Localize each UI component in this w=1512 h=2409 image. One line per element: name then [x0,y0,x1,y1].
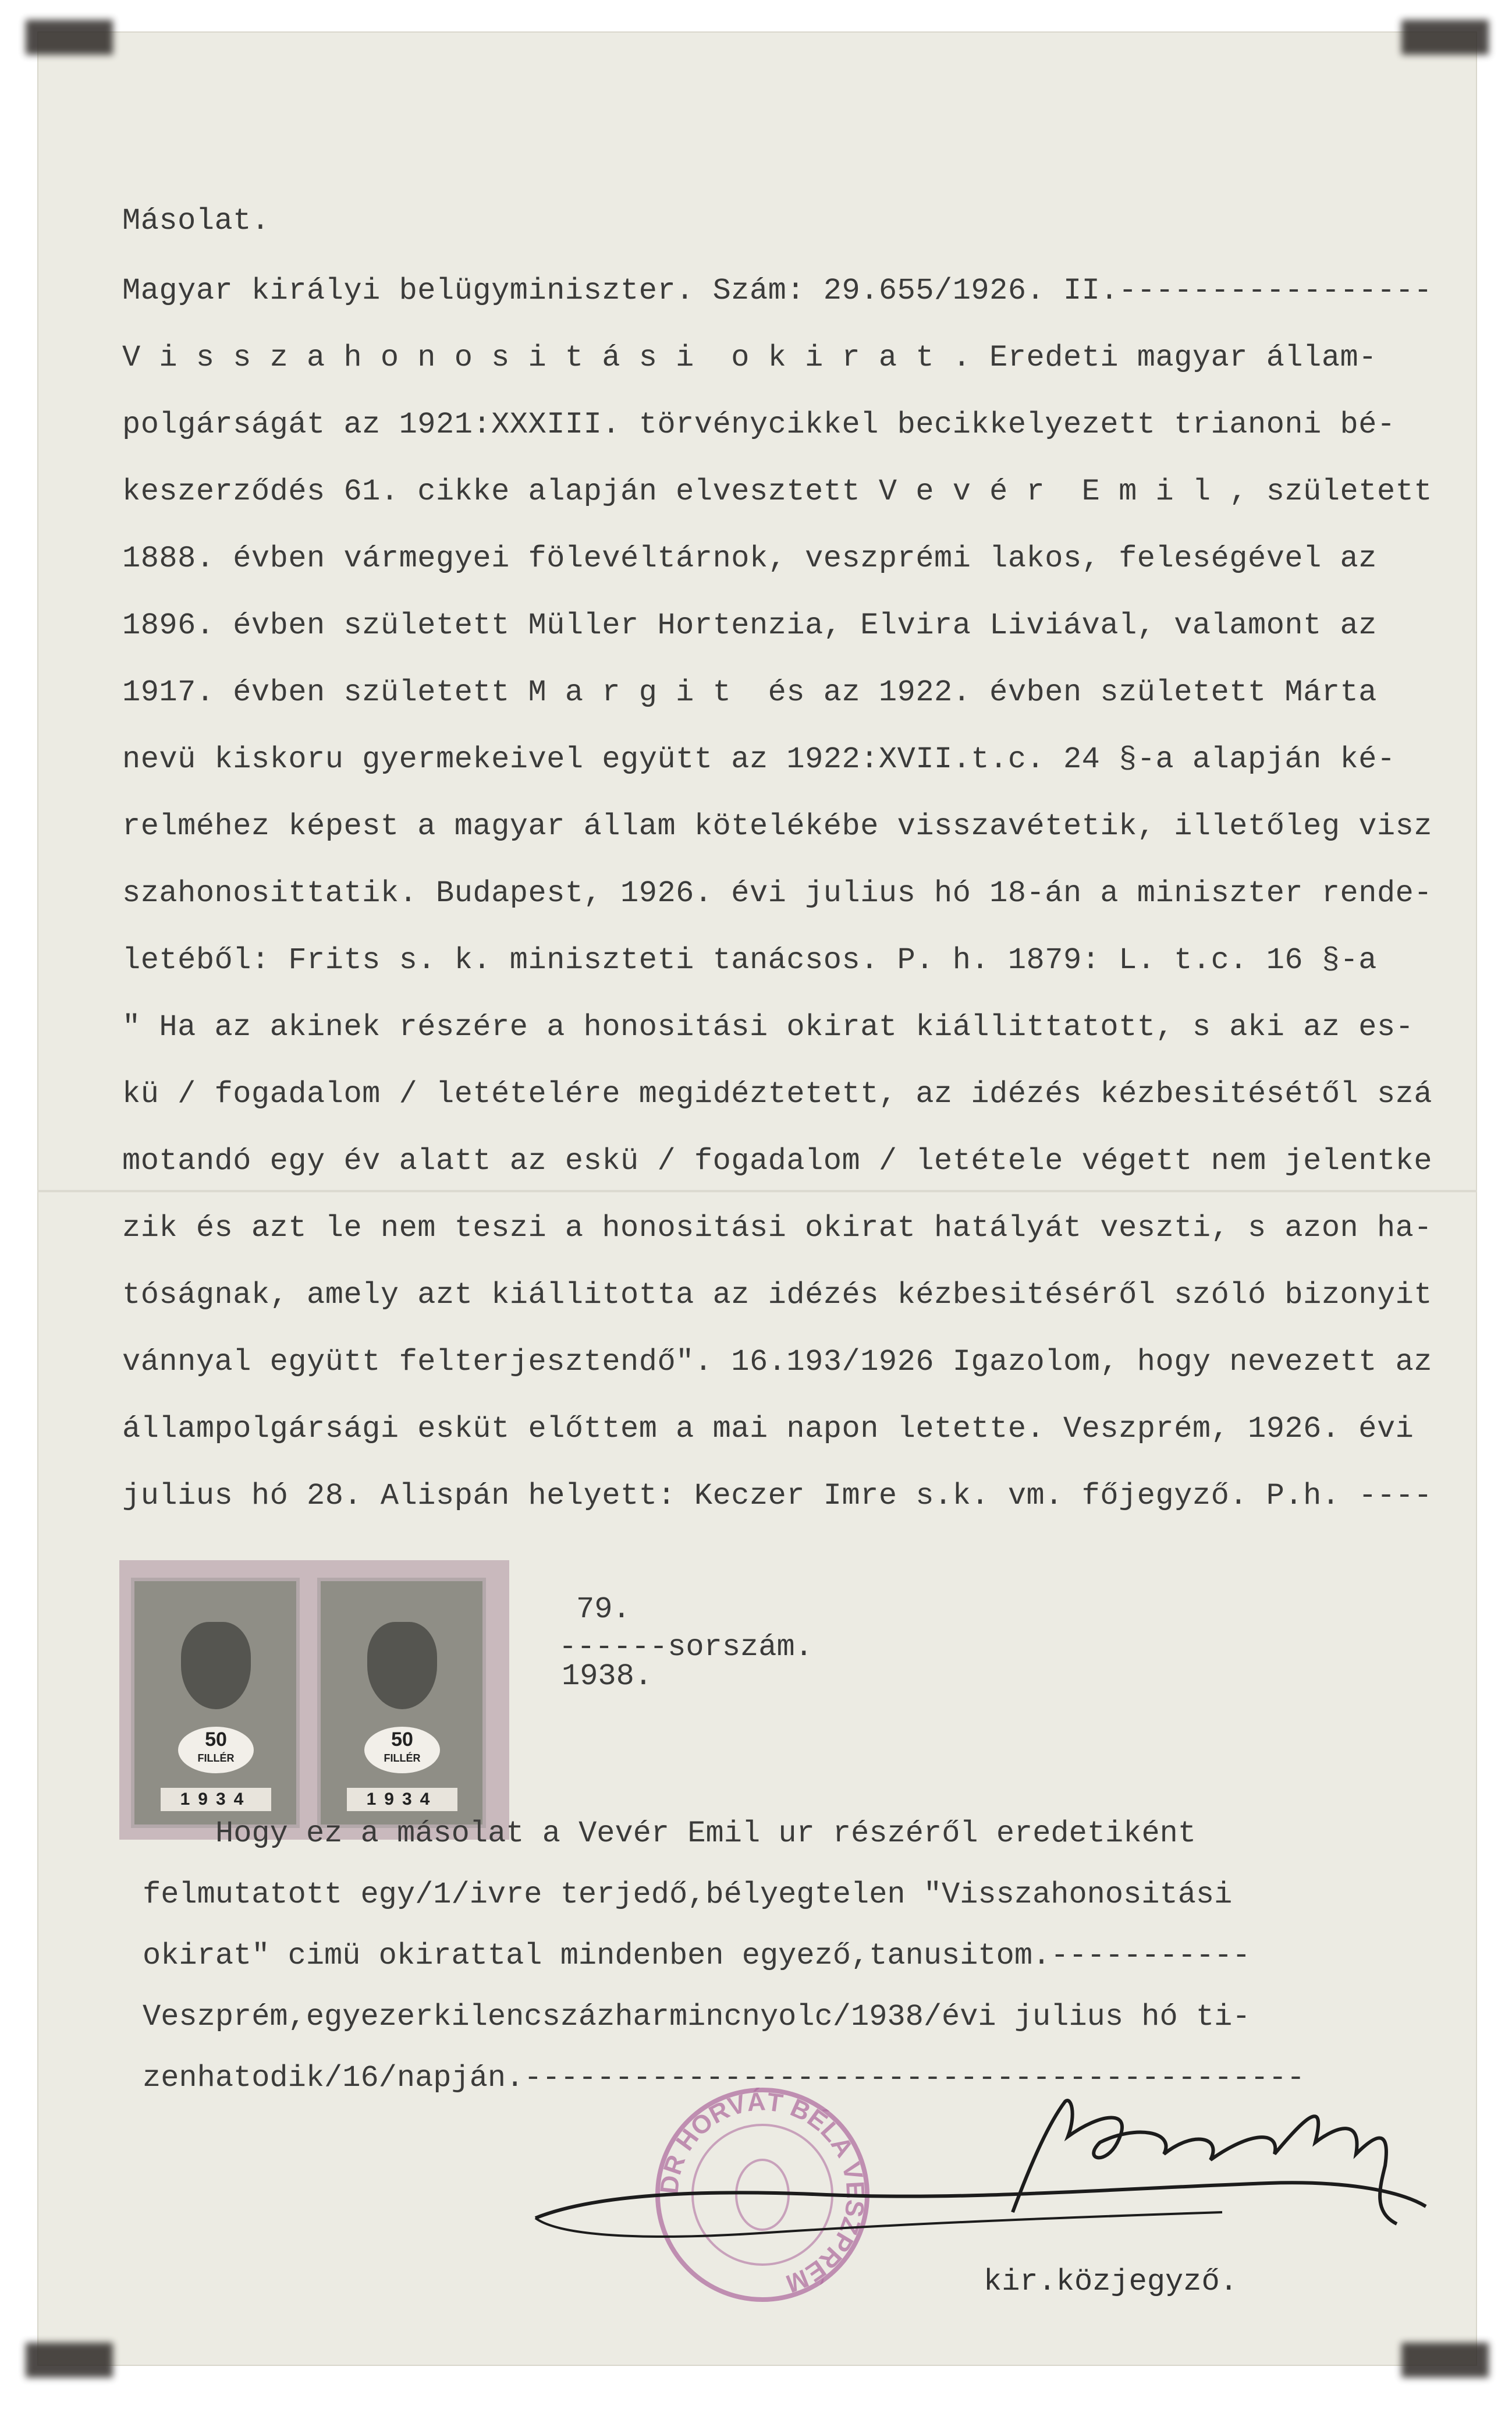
sorszam-year: 1938. [562,1659,653,1694]
text-line: polgárságát az 1921:XXXIII. törvénycikkel becikkelyezett trianoni bé- [122,408,1396,442]
text-line: zik és azt le nem teszi a honositási okirat hatályát veszti, s azon ha- [122,1211,1433,1245]
paper-fold [37,1190,1477,1192]
text-line: 1888. évben vármegyei fölevéltárnok, veszprémi lakos, feleségével az [122,541,1377,576]
text-line: Magyar királyi belügyminiszter. Szám: 29.655/1926. II.----------------- [122,274,1433,308]
cert-line: felmutatott egy/1/ivre terjedő,bélyegtelen "Visszahonositási [143,1877,1233,1912]
revenue-stamp [317,1578,486,1828]
revenue-stamp [131,1578,300,1828]
text-line: motandó egy év alatt az eskü / fogadalom / letétele végett nem jelentke [122,1144,1433,1178]
text-line: tóságnak, amely azt kiállitotta az idézés kézbesitéséről szóló bizonyit [122,1278,1433,1312]
signatory-title: kir.közjegyző. [984,2265,1238,2299]
text-line: állampolgársági esküt előttem a mai napon letette. Veszprém, 1926. évi [122,1412,1414,1446]
cert-line: Hogy ez a másolat a Vevér Emil ur részéről eredetiként [215,1816,1197,1851]
text-line: nevü kiskoru gyermekeivel együtt az 1922:XVII.t.c. 24 §-a alapján ké- [122,742,1396,777]
sorszam-number: 79. [576,1592,631,1627]
sorszam-label: ------sorszám. [559,1630,813,1664]
text-line: kü / fogadalom / letételére megidéztetett, az idézés kézbesitésétől szá [122,1077,1433,1111]
stamp-year: 1934 [161,1788,271,1811]
stamp-value: 50 FILLÉR [364,1727,440,1773]
text-line: 1896. évben született Müller Hortenzia, Elvira Liviával, valamont az [122,608,1377,643]
text-line: szahonosittatik. Budapest, 1926. évi julius hó 18-án a miniszter rende- [122,876,1433,911]
text-line: V i s s z a h o n o s i t á s i o k i r a t . Eredeti magyar állam- [122,341,1377,375]
cert-line: zenhatodik/16/napján.------------------------------------------- [143,2061,1305,2095]
coat-of-arms-icon [367,1622,437,1709]
stamp-value: 50 FILLÉR [178,1727,254,1773]
text-line: letéből: Frits s. k. miniszteti tanácsos. P. h. 1879: L. t.c. 16 §-a [122,943,1377,977]
stamp-year: 1934 [347,1788,457,1811]
text-line: 1917. évben született M a r g i t és az 1922. évben született Márta [122,675,1377,710]
corner-stain-bottom-right [1401,2343,1489,2378]
cert-line: okirat" cimü okirattal mindenben egyező,tanusitom.----------- [143,1939,1251,1973]
corner-stain-bottom-left [26,2343,113,2378]
revenue-stamps [119,1560,509,1840]
text-line: julius hó 28. Alispán helyett: Keczer Imre s.k. vm. főjegyző. P.h. ---- [122,1479,1433,1513]
handwritten-signature [524,2073,1432,2265]
corner-stain-top-right [1401,20,1489,55]
seal-text: DR HORVÁT BÉLA VESZPRÉM [655,2087,870,2298]
text-line: relméhez képest a magyar állam kötelékébe visszavétetik, illetőleg visz [122,809,1433,844]
cert-line: Veszprém,egyezerkilencszázharmincnyolc/1938/évi julius hó ti- [143,2000,1251,2034]
text-line: vánnyal együtt felterjesztendő". 16.193/1926 Igazolom, hogy nevezett az [122,1345,1433,1379]
text-line: Másolat. [122,204,270,238]
text-line: " Ha az akinek részére a honositási okirat kiállittatott, s aki az es- [122,1010,1414,1044]
text-line: keszerződés 61. cikke alapján elvesztett V e v é r E m i l , született [122,474,1433,509]
corner-stain-top-left [26,20,113,55]
coat-of-arms-icon [181,1622,251,1709]
